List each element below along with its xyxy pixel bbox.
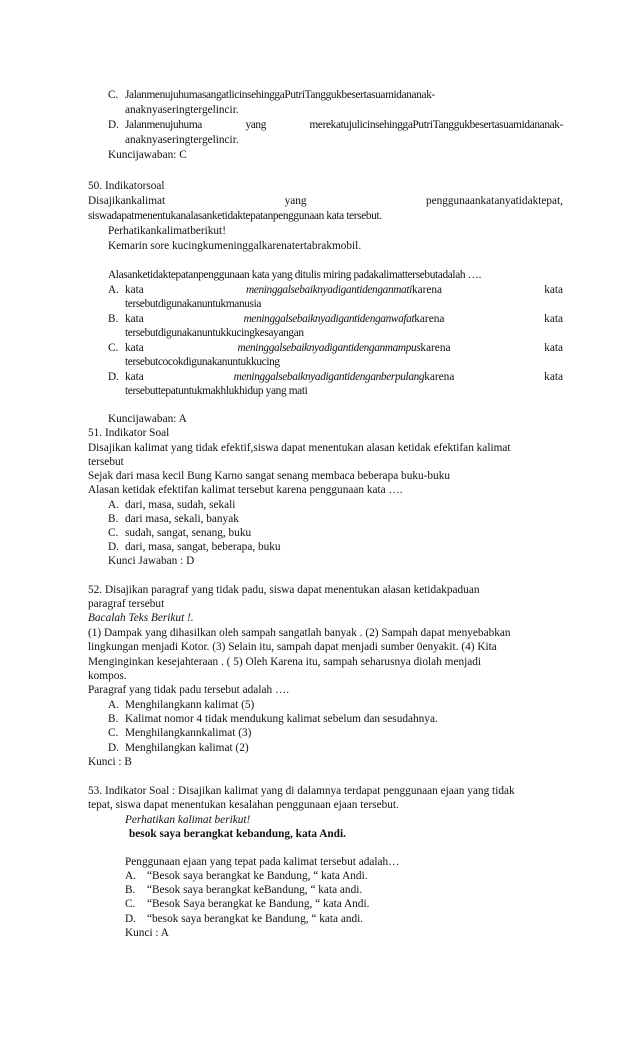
option-text: anaknyaseringtergelincir. xyxy=(125,104,239,116)
option-text: JalanmenujuhumasangatlicinsehinggaPutriTanggukbesertasuamidananak- xyxy=(125,89,435,101)
example-sentence: besok saya berangkat kebandung, kata Andi. xyxy=(129,828,346,840)
option-label: B. xyxy=(125,884,136,896)
option-text: “Besok Saya berangkat ke Bandung, “ kata Andi. xyxy=(147,898,370,910)
option-text: Kalimat nomor 4 tidak mendukung kalimat sebelum dan sesudahnya. xyxy=(125,713,438,725)
paragraph-text: Menginginkan kesejahteraan . ( 5) Oleh Karena itu, sampah seharusnya diolah menjadi xyxy=(88,656,482,668)
answer-key: Kuncijawaban: A xyxy=(108,413,187,425)
option-text: Jalanmenujuhuma yang merekatujulicinsehinggaPutriTanggukbesertasuamidananak- xyxy=(125,119,563,131)
option-label: A. xyxy=(125,870,136,882)
option-label: B. xyxy=(108,713,119,725)
indicator-text: siswadapatmenentukanalasanketidaktepatanpenggunaan kata tersebut. xyxy=(88,210,382,222)
option-text: tersebutcocokdigunakanuntukkucing xyxy=(125,356,280,368)
option-text: kata meninggalsebaiknyadigantidenganmampuskarena kata xyxy=(125,342,563,354)
option-label: C. xyxy=(108,527,119,539)
option-label: C. xyxy=(125,898,136,910)
example-sentence: Sejak dari masa kecil Bung Karno sangat senang membaca beberapa buku-buku xyxy=(88,470,451,482)
option-label: D. xyxy=(108,371,119,383)
option-text: “Besok saya berangkat ke Bandung, “ kata Andi. xyxy=(147,870,368,882)
question-heading: 50. Indikatorsoal xyxy=(88,180,165,192)
paragraph-text: lingkungan menjadi Kotor. (3) Selain itu, sampah dapat menjadi sumber 0enyakit. (4) Kita xyxy=(88,641,497,653)
instruction: Perhatikankalimatberikut! xyxy=(108,225,226,237)
indicator-text: Disajikan kalimat yang tidak efektif,siswa dapat menentukan alasan ketidak efektifan kalimat xyxy=(88,442,511,454)
option-label: A. xyxy=(108,284,119,296)
paragraph-text: (1) Dampak yang dihasilkan oleh sampah sangatlah banyak . (2) Sampah dapat menyebabkan xyxy=(88,627,511,639)
indicator-text: 53. Indikator Soal : Disajikan kalimat yang di dalamnya terdapat penggunaan ejaan yang tidak xyxy=(88,785,515,797)
option-text: “Besok saya berangkat keBandung, “ kata andi. xyxy=(147,884,363,896)
option-label: C. xyxy=(108,342,119,354)
option-label: D. xyxy=(108,541,119,553)
option-label: A. xyxy=(108,499,119,511)
indicator-text: tersebut xyxy=(88,456,124,468)
option-text: dari masa, sekali, banyak xyxy=(125,513,239,525)
option-text: kata meninggalsebaiknyadigantidenganwafatkarena kata xyxy=(125,313,563,325)
question-heading: 51. Indikator Soal xyxy=(88,427,170,439)
option-label: D. xyxy=(125,913,136,925)
option-text: tersebutdigunakanuntukmanusia xyxy=(125,298,262,310)
option-text: kata meninggalsebaiknyadigantidenganmatikarena kata xyxy=(125,284,563,296)
answer-key: Kunci : B xyxy=(88,756,132,768)
question-text: Paragraf yang tidak padu tersebut adalah …. xyxy=(88,684,290,696)
instruction: Perhatikan kalimat berikut! xyxy=(125,814,251,826)
option-label: C. xyxy=(108,89,119,101)
indicator-text: paragraf tersebut xyxy=(88,598,165,610)
option-text: anaknyaseringtergelincir. xyxy=(125,134,239,146)
option-label: B. xyxy=(108,513,119,525)
option-text: tersebuttepatuntukmakhlukhidup yang mati xyxy=(125,385,308,397)
answer-key: Kunci Jawaban : D xyxy=(108,555,195,567)
option-text: Menghilangkannkalimat (3) xyxy=(125,727,252,739)
answer-key: Kuncijawaban: C xyxy=(108,149,187,161)
option-text: tersebutdigunakanuntukkucingkesayangan xyxy=(125,327,304,339)
question-text: Alasan ketidak efektifan kalimat tersebut karena penggunaan kata …. xyxy=(88,484,403,496)
option-label: A. xyxy=(108,699,119,711)
option-text: kata meninggalsebaiknyadigantidenganberpulangkarena kata xyxy=(125,371,563,383)
option-label: D. xyxy=(108,119,119,131)
indicator-text: 52. Disajikan paragraf yang tidak padu, siswa dapat menentukan alasan ketidakpaduan xyxy=(88,584,480,596)
option-text: sudah, sangat, senang, buku xyxy=(125,527,252,539)
instruction: Bacalah Teks Berikut !. xyxy=(88,612,194,624)
option-text: “besok saya berangkat ke Bandung, “ kata andi. xyxy=(147,913,364,925)
example-sentence: Kemarin sore kucingkumeninggalkarenatertabrakmobil. xyxy=(108,240,362,252)
option-text: dari, masa, sudah, sekali xyxy=(125,499,236,511)
question-text: Alasanketidaktepatanpenggunaan kata yang ditulis miring padakalimattersebutadalah …. xyxy=(108,269,482,281)
option-label: C. xyxy=(108,727,119,739)
answer-key: Kunci : A xyxy=(125,927,169,939)
option-label: B. xyxy=(108,313,119,325)
paragraph-text: kompos. xyxy=(88,670,127,682)
option-text: Menghilangkan kalimat (2) xyxy=(125,742,249,754)
indicator-text: Disajikankalimat yang penggunaankatanyatidaktepat, xyxy=(88,195,563,207)
option-text: Menghilangkann kalimat (5) xyxy=(125,699,255,711)
option-label: D. xyxy=(108,742,119,754)
indicator-text: tepat, siswa dapat menentukan kesalahan penggunaan ejaan tersebut. xyxy=(88,799,399,811)
question-text: Penggunaan ejaan yang tepat pada kalimat tersebut adalah… xyxy=(125,856,400,868)
option-text: dari, masa, sangat, beberapa, buku xyxy=(125,541,281,553)
